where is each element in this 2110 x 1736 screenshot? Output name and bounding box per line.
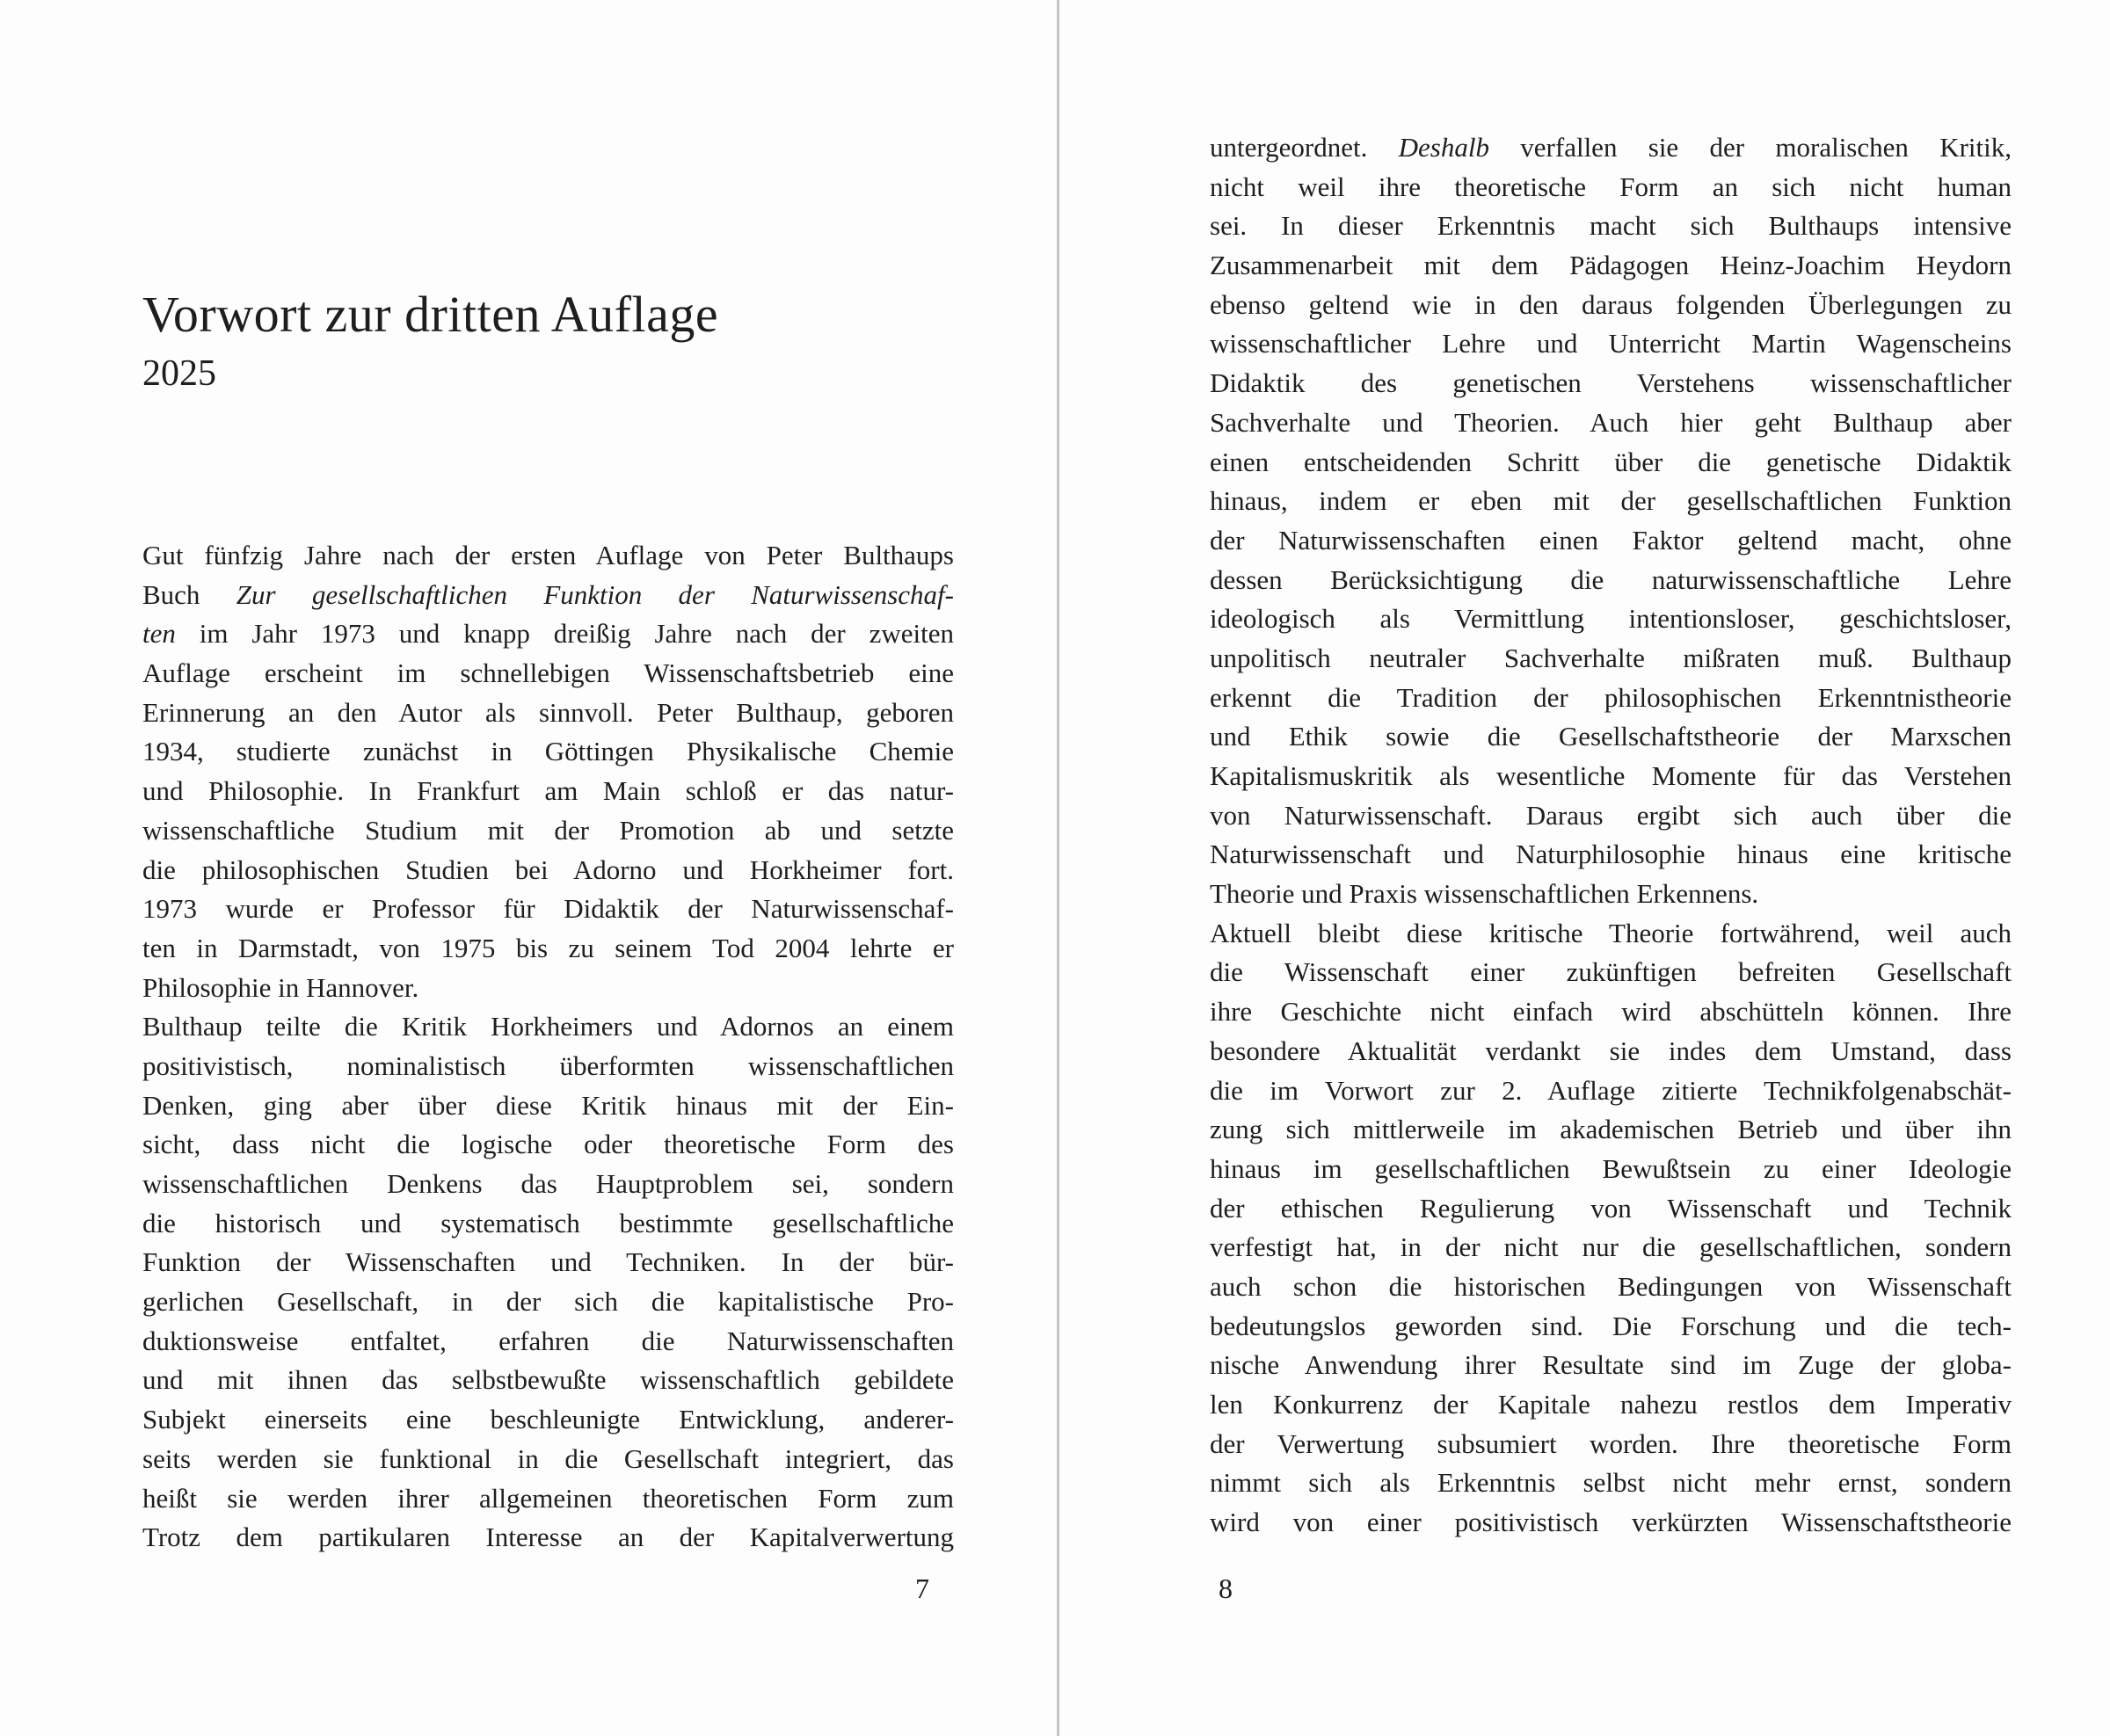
text-segment: und Ethik sowie die Gesellschaftstheorie der Marxschen [1210,721,2012,752]
text-line [1210,168,2012,207]
text-line [142,1282,954,1322]
text-line [1210,324,2012,364]
text-segment: sicht, dass nicht die logische oder theoretische Form des [142,1129,954,1160]
italic-text-segment: Deshalb [1398,132,1489,163]
text-line [1210,639,2012,679]
chapter-subtitle: 2025 [142,353,216,394]
text-line [1210,561,2012,600]
text-line [1210,875,2012,914]
text-segment: verfallen sie der moralischen Kritik, [1488,132,2012,163]
text-segment: ideologisch als Vermittlung intentionsloser, geschichtsloser, [1210,603,2012,635]
text-segment: Sachverhalte und Theorien. Auch hier geht Bulthaup aber [1210,406,2012,438]
text-segment: und mit ihnen das selbstbewußte wissenschaftlich gebildete [142,1364,954,1396]
text-segment: duktionsweise entfaltet, erfahren die Naturwissenschaften [142,1325,954,1356]
text-line [1210,953,2012,992]
text-segment: 1934, studierte zunächst in Göttingen Physikalische Chemie [142,736,954,767]
text-segment: besondere Aktualität verdankt sie indes dem Umstand, dass [1210,1035,2012,1066]
text-segment: und Philosophie. In Frankfurt am Main schloß er das natur- [142,775,954,807]
text-line [142,614,954,654]
text-line [142,929,954,969]
text-segment: ebenso geltend wie in den daraus folgenden Überlegungen zu [1210,288,2012,320]
text-segment: nimmt sich als Erkenntnis selbst nicht mehr ernst, sondern [1210,1467,2012,1499]
italic-text-segment: ten [142,618,176,650]
text-line [1210,246,2012,286]
text-segment: die philosophischen Studien bei Adorno und Horkheimer fort. [142,853,954,885]
text-line [142,851,954,890]
text-line [142,1047,954,1086]
text-segment: Denken, ging aber über diese Kritik hinaus mit der Ein- [142,1089,954,1121]
text-segment: untergeordnet. [1210,132,1399,163]
page-7-text-block [142,536,954,1558]
text-line [142,1204,954,1244]
text-line [142,890,954,929]
text-segment: Gut fünfzig Jahre nach der ersten Auflage von Peter Bulthaups [142,540,954,570]
text-segment: der Naturwissenschaften einen Faktor geltend macht, ohne [1210,524,2012,556]
text-line [142,654,954,694]
text-segment: 1973 wurde er Professor für Didaktik der Naturwissenschaf- [142,893,954,925]
text-segment: nicht weil ihre theoretische Form an sich nicht human [1210,171,2012,202]
text-line [142,1165,954,1204]
text-line [1210,1267,2012,1307]
text-segment: bedeutungslos geworden sind. Die Forschung und die tech- [1210,1310,2012,1341]
text-line [1210,1150,2012,1189]
page-number-left: 7 [915,1573,929,1604]
text-line [142,969,954,1008]
text-line [1210,1110,2012,1150]
text-line [1210,717,2012,757]
text-line [142,772,954,811]
text-line [1210,1385,2012,1425]
text-segment: auch schon die historischen Bedingungen von Wissenschaft [1210,1270,2012,1302]
text-segment: Aktuell bleibt diese kritische Theorie fortwährend, weil auch [1210,917,2012,948]
text-line [1210,679,2012,718]
text-segment: erkennt die Tradition der philosophischen Erkenntnistheorie [1210,681,2012,713]
text-segment: zung sich mittlerweile im akademischen Betrieb und über ihn [1210,1114,2012,1145]
text-segment: im Jahr 1973 und knapp dreißig Jahre nach der zweiten [175,618,954,650]
text-line [142,1440,954,1479]
text-line [1210,1032,2012,1071]
text-segment: sei. In dieser Erkenntnis macht sich Bulthaups intensive [1210,210,2012,242]
text-segment: Erinnerung an den Autor als sinnvoll. Peter Bulthaup, geboren [142,696,954,728]
text-line [1210,796,2012,836]
page-8 [1210,0,2012,1736]
text-segment: Auflage erscheint im schnellebigen Wissenschaftsbetrieb eine [142,657,954,689]
text-line [1210,1071,2012,1111]
text-segment: Theorie und Praxis wissenschaftlichen Erkennens. [1210,878,1759,910]
text-segment: Zusammenarbeit mit dem Pädagogen Heinz-Joachim Heydorn [1210,250,2012,281]
text-line [1210,1228,2012,1267]
text-line [142,732,954,772]
text-line [1210,482,2012,521]
italic-text-segment: Zur gesellschaftlichen Funktion der Naturwissenschaf- [236,578,954,610]
text-line [142,1518,954,1558]
text-segment: Trotz dem partikularen Interesse an der Kapitalverwertung [142,1522,954,1553]
text-line [1210,1425,2012,1464]
text-line [1210,443,2012,483]
text-segment: dessen Berücksichtigung die naturwissenschaftliche Lehre [1210,563,2012,595]
text-segment: wird von einer positivistisch verkürzten Wissenschaftstheorie [1210,1507,2012,1538]
text-line [1210,1503,2012,1543]
text-segment: Kapitalismuskritik als wesentliche Momente für das Verstehen [1210,760,2012,791]
text-line [142,576,954,615]
text-segment: verfestigt hat, in der nicht nur die gesellschaftlichen, sondern [1210,1231,2012,1263]
text-line [1210,364,2012,403]
text-segment: Didaktik des genetischen Verstehens wissenschaftlicher [1210,367,2012,399]
text-segment: Bulthaup teilte die Kritik Horkheimers und Adornos an einem [142,1011,954,1042]
text-line [142,1007,954,1047]
text-segment: heißt sie werden ihrer allgemeinen theoretischen Form zum [142,1482,954,1514]
text-segment: ihre Geschichte nicht einfach wird abschütteln können. Ihre [1210,996,2012,1028]
text-line [1210,1346,2012,1385]
text-segment: unpolitisch neutraler Sachverhalte mißraten muß. Bulthaup [1210,642,2012,673]
text-segment: von Naturwissenschaft. Daraus ergibt sich auch über die [1210,799,2012,831]
text-segment: der ethischen Regulierung von Wissenschaft und Technik [1210,1192,2012,1224]
text-segment: die Wissenschaft einer zukünftigen befreiten Gesellschaft [1210,956,2012,988]
text-line [1210,599,2012,639]
text-segment: hinaus, indem er eben mit der gesellschaftlichen Funktion [1210,485,2012,517]
text-line [142,1125,954,1165]
text-segment: die im Vorwort zur 2. Auflage zitierte Technikfolgenabschät- [1210,1074,2012,1106]
text-segment: Funktion der Wissenschaften und Techniken. In der bür- [142,1246,954,1278]
text-line [142,811,954,851]
text-segment: wissenschaftliche Studium mit der Promotion ab und setzte [142,814,954,846]
text-segment: wissenschaftlicher Lehre und Unterricht Martin Wagenscheins [1210,328,2012,360]
text-segment: die historisch und systematisch bestimmte gesellschaftliche [142,1207,954,1238]
text-line [142,1322,954,1362]
text-line [1210,1189,2012,1229]
text-segment: Subjekt einerseits eine beschleunigte Entwicklung, anderer- [142,1404,954,1435]
text-line [1210,1307,2012,1347]
chapter-title: Vorwort zur dritten Auflage [142,286,719,343]
text-line [1210,521,2012,561]
text-line [142,1361,954,1400]
page-7 [142,0,954,1736]
text-segment: einen entscheidenden Schritt über die genetische Didaktik [1210,446,2012,477]
text-line [1210,914,2012,954]
page-number-right: 8 [1219,1573,1233,1604]
text-line [142,1243,954,1282]
text-segment: wissenschaftlichen Denkens das Hauptproblem sei, sondern [142,1168,954,1199]
text-line [142,1479,954,1519]
page-8-text-block [1210,128,2012,1543]
text-segment: hinaus im gesellschaftlichen Bewußtsein zu einer Ideologie [1210,1152,2012,1184]
text-segment: nische Anwendung ihrer Resultate sind im Zuge der globa- [1210,1349,2012,1381]
text-line [1210,835,2012,875]
text-line [142,536,954,576]
text-segment: gerlichen Gesellschaft, in der sich die kapitalistische Pro- [142,1286,954,1318]
text-line [1210,128,2012,168]
text-line [1210,403,2012,443]
text-segment: Buch [142,578,236,610]
text-line [1210,757,2012,796]
page-gutter-divider [1057,0,1059,1736]
text-line [1210,992,2012,1032]
text-segment: seits werden sie funktional in die Gesellschaft integriert, das [142,1442,954,1474]
text-line [142,694,954,733]
text-line [142,1400,954,1440]
text-segment: Philosophie in Hannover. [142,971,419,1003]
text-segment: ten in Darmstadt, von 1975 bis zu seinem Tod 2004 lehrte er [142,932,954,963]
text-line [142,1086,954,1126]
text-line [1210,286,2012,325]
text-segment: positivistisch, nominalistisch überformten wissenschaftlichen [142,1050,954,1081]
text-line [1210,1464,2012,1503]
text-line [1210,207,2012,246]
text-segment: der Verwertung subsumiert worden. Ihre theoretische Form [1210,1427,2012,1459]
text-segment: Naturwissenschaft und Naturphilosophie hinaus eine kritische [1210,839,2012,870]
text-segment: len Konkurrenz der Kapitale nahezu restlos dem Imperativ [1210,1389,2012,1420]
